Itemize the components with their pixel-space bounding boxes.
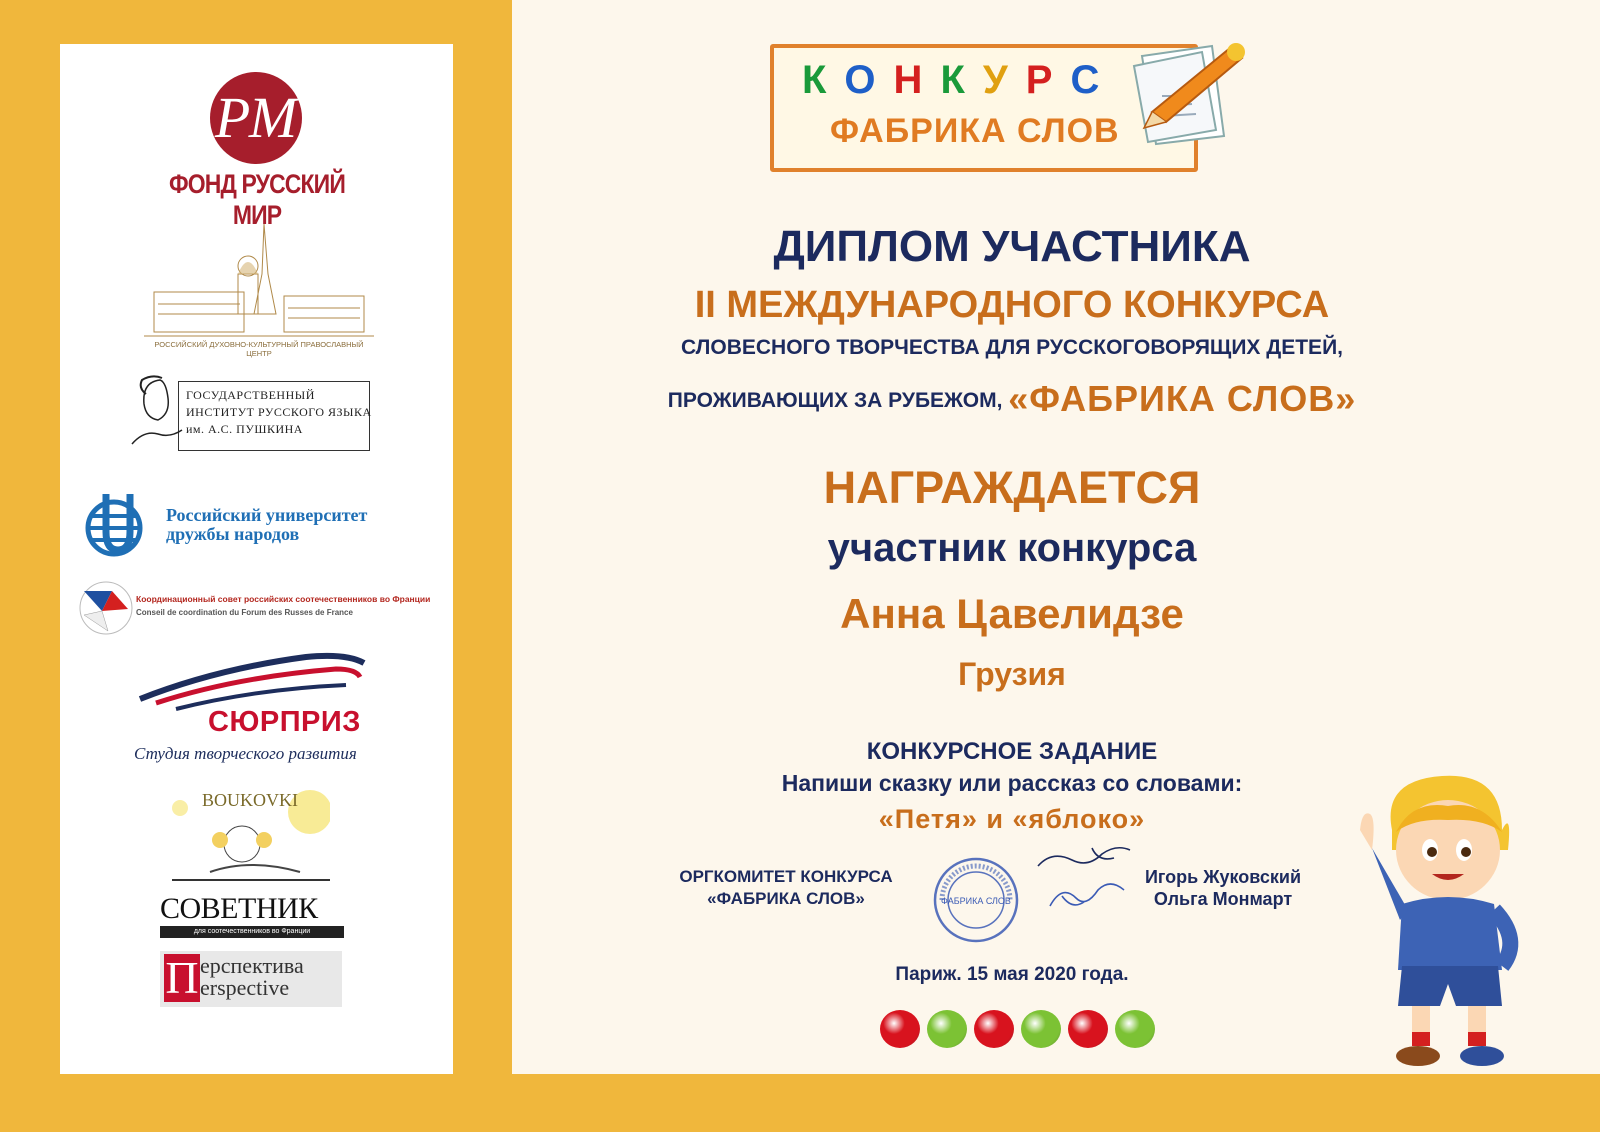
konkurs-logo-subtitle: ФАБРИКА СЛОВ: [830, 112, 1120, 150]
surprise-logo-text: СЮРПРИЗ: [208, 706, 361, 738]
contest-description-2: [512, 378, 1512, 420]
logo-center-text: РОССИЙСКИЙ ДУХОВНО-КУЛЬТУРНЫЙ ПРАВОСЛАВНЫЙ ЦЕНТР: [154, 340, 364, 358]
sovetnik-subtitle: для соотечественников во Франции: [160, 926, 344, 938]
konkurs-letter: О: [844, 58, 894, 102]
konkurs-logo-word: [802, 58, 1117, 103]
coordination-council-ru-text: Координационный совет российских соотечественников во Франции: [136, 594, 431, 604]
surprise-subtitle: Студия творческого развития: [134, 744, 357, 763]
sovetnik-logo-text: СОВЕТНИК: [160, 892, 318, 925]
apple-icon: [1021, 1010, 1061, 1048]
participant-country: Грузия: [958, 656, 1066, 692]
partner-logos-panel: [60, 44, 453, 1074]
apple-icon: [880, 1010, 920, 1048]
diploma-title: ДИПЛОМ УЧАСТНИКА: [773, 222, 1251, 271]
signers: [1128, 866, 1318, 910]
contest-line: II МЕЖДУНАРОДНОГО КОНКУРСА: [694, 284, 1330, 326]
apples-row: [880, 1010, 1170, 1050]
rudn-line-2: дружбы народов: [166, 524, 300, 544]
task-text: Напиши сказку или рассказ со словами:: [781, 770, 1243, 796]
rudn-text: [166, 506, 367, 544]
perspective-p-icon: П: [165, 952, 199, 1003]
pushkin-institute-text: [186, 387, 372, 438]
apple-icon: [927, 1010, 967, 1048]
task-words: «Петя» и «яблоко»: [878, 804, 1146, 834]
konkurs-letter: С: [1070, 58, 1118, 102]
konkurs-letter: У: [982, 58, 1026, 102]
apple-icon: [1068, 1010, 1108, 1048]
konkurs-letter: К: [940, 58, 983, 102]
perspective-text: [200, 955, 304, 999]
apple-icon: [974, 1010, 1014, 1048]
perspective-line-2: erspective: [200, 975, 290, 1000]
boukovki-text: BOUKOVKI: [202, 790, 298, 810]
organizing-committee: [652, 866, 920, 910]
org-line-1: ОРГКОМИТЕТ КОНКУРСА: [679, 867, 893, 886]
contest-description-2-text: ПРОЖИВАЮЩИХ ЗА РУБЕЖОМ,: [667, 389, 1003, 412]
signer-2: Ольга Монмарт: [1153, 889, 1293, 909]
konkurs-letter: К: [802, 58, 845, 102]
konkurs-letter: Н: [893, 58, 941, 102]
cathedral-drawing-icon: [144, 214, 374, 348]
perspective-line-1: ерспектива: [200, 953, 304, 978]
issue-date: Париж. 15 мая 2020 года.: [895, 964, 1129, 985]
pushkin-line-1: ГОСУДАРСТВЕННЫЙ: [186, 388, 315, 402]
contest-brand-name: «ФАБРИКА СЛОВ»: [1008, 378, 1357, 419]
boy-cartoon-icon: [1352, 770, 1552, 1080]
org-line-2: «ФАБРИКА СЛОВ»: [707, 889, 865, 908]
contest-description-1: СЛОВЕСНОГО ТВОРЧЕСТВА ДЛЯ РУССКОГОВОРЯЩИХ ДЕТЕЙ,: [681, 336, 1343, 359]
konkurs-letter: Р: [1025, 58, 1071, 102]
participant-role: участник конкурса: [827, 526, 1197, 570]
pushkin-line-2: ИНСТИТУТ РУССКОГО ЯЗЫКА: [186, 405, 372, 419]
awarded-heading: НАГРАЖДАЕТСЯ: [823, 462, 1201, 513]
apple-icon: [1115, 1010, 1155, 1048]
signer-1: Игорь Жуковский: [1144, 867, 1302, 887]
official-seal-icon: [932, 856, 1020, 944]
task-title: КОНКУРСНОЕ ЗАДАНИЕ: [866, 738, 1158, 765]
paper-pencil-icon: [1112, 26, 1252, 146]
participant-name: Анна Цавелидзе: [840, 590, 1184, 637]
pushkin-portrait-icon: [130, 374, 184, 448]
russkiy-mir-logo-icon: РМ: [210, 72, 302, 164]
signatures-icon: [1032, 840, 1136, 924]
logo-fond-text: ФОНД РУССКИЙ МИР: [169, 169, 345, 230]
seal-text: ФАБРИКА СЛОВ: [941, 896, 1011, 906]
rudn-globe-icon: [78, 492, 150, 558]
coordination-council-flag-icon: [78, 579, 136, 637]
rudn-line-1: Российский университет: [166, 505, 368, 525]
pushkin-line-3: им. А.С. ПУШКИНА: [186, 422, 303, 436]
coordination-council-fr-text: Conseil de coordination du Forum des Russes de France: [136, 608, 353, 617]
diploma-panel: [512, 0, 1600, 1074]
